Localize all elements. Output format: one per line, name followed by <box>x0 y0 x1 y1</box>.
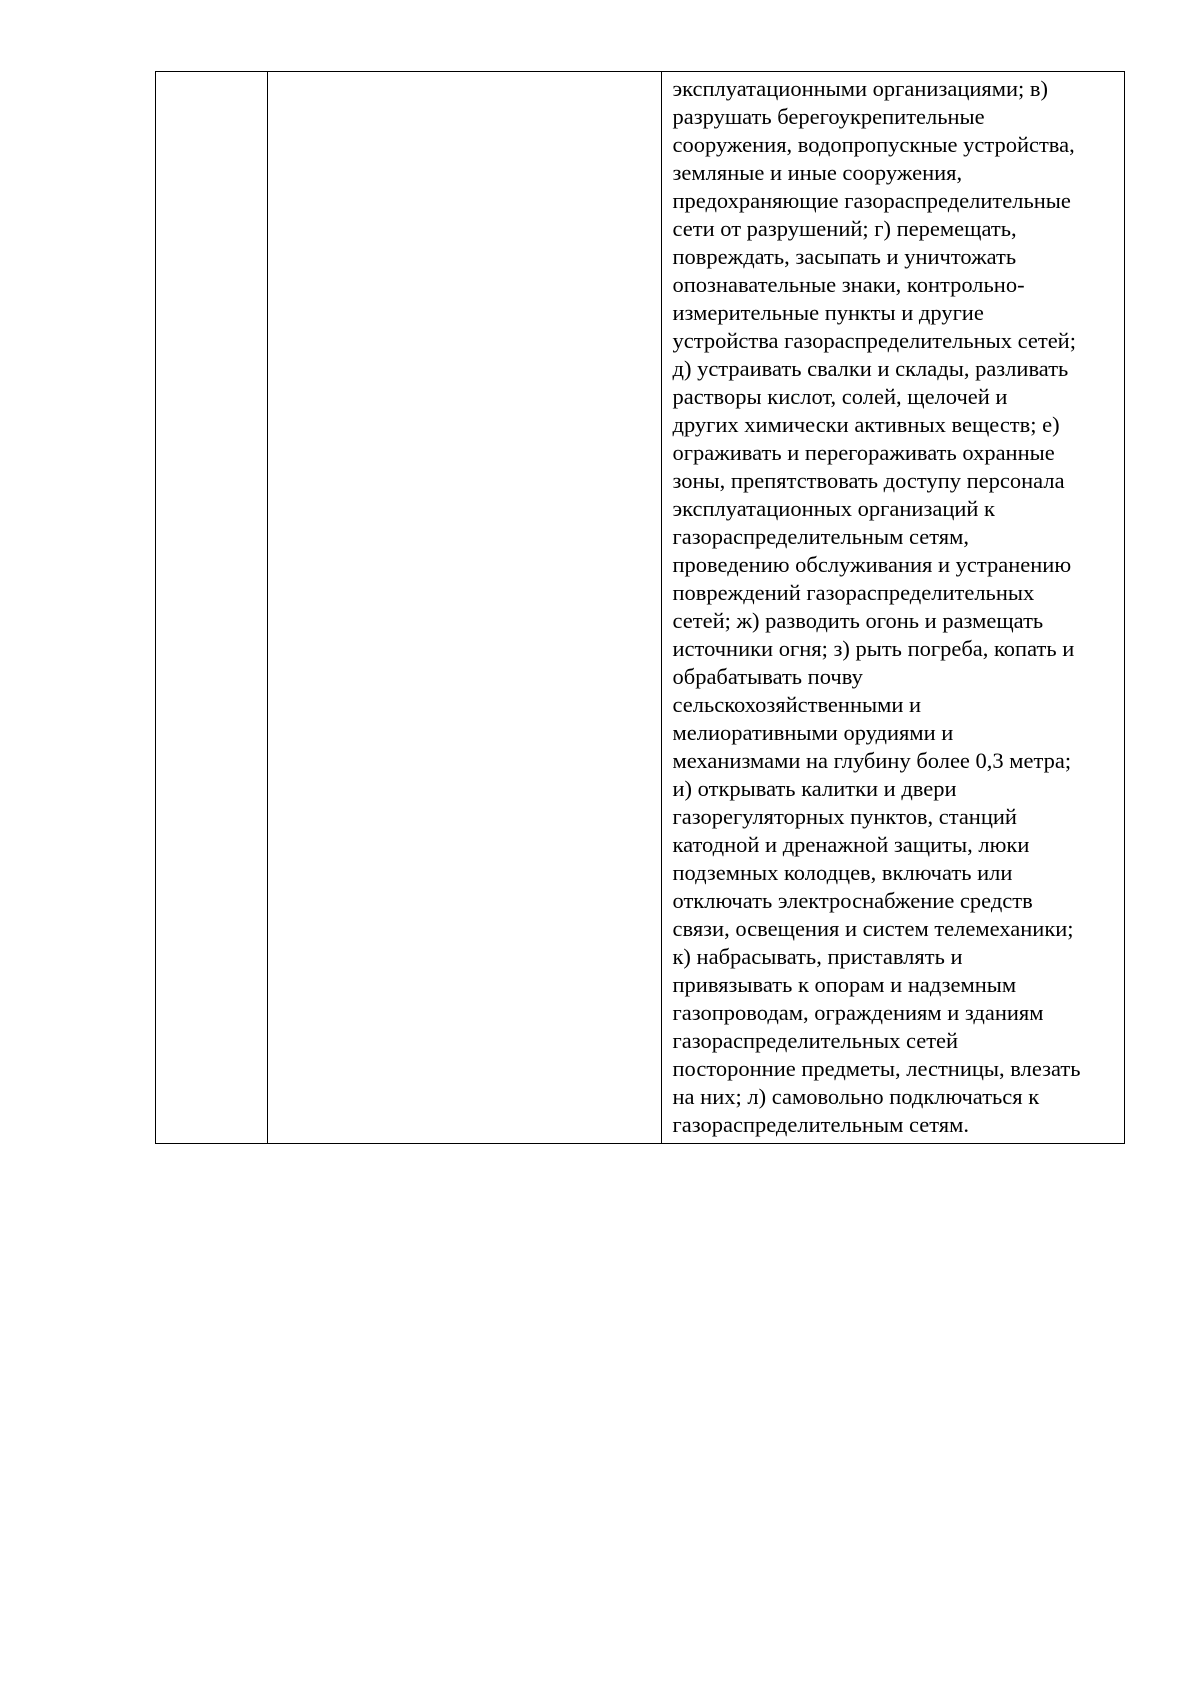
cell-text <box>156 72 267 79</box>
document-table <box>155 71 1125 1144</box>
prohibitions-text: эксплуатационными организациями; в) разрушать берегоукрепительные сооружения, водопропускные устройства, земляные и иные сооружения, предохраняющие газораспределительные сети от разрушений; г) перемещать, повреждать, засыпать и уничтожать опознавательные знаки, контрольно- измерительные пункты и другие устройства газораспределительных сетей; д) устраивать свалки и склады, разливать растворы кислот, солей, щелочей и других химически активных веществ; е) ограживать и перегораживать охранные зоны, препятствовать доступу персонала эксплуатационных организаций к газораспределительным сетям, проведению обслуживания и устранению повреждений газораспределительных сетей; ж) разводить огонь и размещать источники огня; з) рыть погреба, копать и обрабатывать почву сельскохозяйственными и мелиоративными орудиями и механизмами на глубину более 0,3 метра; и) открывать калитки и двери газорегуляторных пунктов, станций катодной и дренажной защиты, люки подземных колодцев, включать или отключать электроснабжение средств связи, освещения и систем телемеханики; к) набрасывать, приставлять и привязывать к опорам и надземным газопроводам, ограждениям и зданиям газораспределительных сетей посторонние предметы, лестницы, влезать на них; л) самовольно подключаться к газораспределительным сетям. <box>672 76 1081 1137</box>
table-cell-description <box>268 72 661 1144</box>
table-cell-content <box>661 72 1125 1144</box>
table-row <box>156 72 1125 1144</box>
table-cell-number <box>156 72 268 1144</box>
cell-text <box>268 72 660 79</box>
